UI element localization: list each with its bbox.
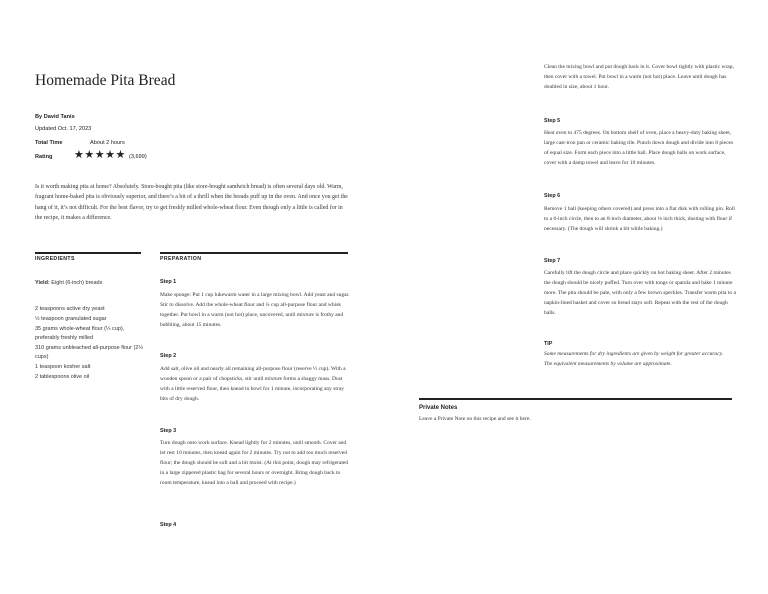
step-6-label: Step 6 xyxy=(544,193,561,199)
step-2-label: Step 2 xyxy=(160,353,177,359)
step-1-label: Step 1 xyxy=(160,279,177,285)
rating-count: (3,699) xyxy=(129,154,147,160)
total-time-label: Total Time xyxy=(35,140,63,146)
notes-rule xyxy=(419,398,732,400)
step-6-text: Remove 1 ball (keeping others covered) and press into a flat disk with rolling pin. Roll to a 6-inch circle, then to an 8-inch diameter, about ⅛ inch thick, dusting with flour if necessary. (The dough will shrink a bit while baking.) xyxy=(544,206,735,232)
step-5-label: Step 5 xyxy=(544,118,561,124)
step-7-label: Step 7 xyxy=(544,258,561,264)
recipe-intro: Is it worth making pita at home? Absolutely. Store-bought pita (like store-bought sandwich bread) is often several days old. Warm, fragrant home-baked pita is obviously superior, and there’s a bit of a thrill when the breads puff up in the oven. And once you get the hang of it, it’s not difficult. For the best flavor, try to get freshly milled whole-wheat flour. Even though only a little is called for in the recipe, it makes a difference. xyxy=(35,184,348,221)
recipe-title: Homemade Pita Bread xyxy=(35,72,176,89)
ingredient-item: 310 grams unbleached all-purpose flour (2½ cups) xyxy=(35,345,143,360)
updated-date: Updated Oct. 17, 2023 xyxy=(35,126,92,132)
step-4-label: Step 4 xyxy=(160,522,177,528)
ingredient-item: 2 teaspoons active dry yeast xyxy=(35,306,105,312)
preparation-rule xyxy=(160,252,348,254)
ingredient-item: 2 tablespoons olive oil xyxy=(35,374,90,381)
step-2-text: Add salt, olive oil and nearly all remaining all-purpose flour (reserve ½ cup). With a wooden spoon or a pair of chopsticks, stir until mixture forms a shaggy mass. Dust with a little reserved flour, then knead in bowl for 1 minute, incorporating any stray bits of dry dough. xyxy=(160,366,346,402)
yield-value: Eight (6-inch) breads xyxy=(49,280,103,286)
step-3-text: Turn dough onto work surface. Knead lightly for 2 minutes, until smooth. Cover and let rest 10 minutes, then knead again for 2 minutes. Try not to add too much reserved flour; the dough should be soft and a bit moist. (At this point, dough may refrigerated in a large zippered plastic bag for several hours or overnight. Bring dough back to room temperature, knead into a ball and proceed with recipe.) xyxy=(160,440,349,486)
author[interactable]: By David Tanis xyxy=(35,114,75,120)
step-4-text: Clean the mixing bowl and put dough back in it. Cover bowl tightly with plastic wrap, then cover with a towel. Put bowl in a warm (not hot) place. Leave until dough has doubled in size, about 1 hour. xyxy=(544,64,734,90)
yield-label: Yield: xyxy=(35,280,50,286)
tip-label: TIP xyxy=(544,341,553,347)
tip-text: Some measurements for dry ingredients are given by weight for greater accuracy. The equivalent measurements by volume are approximate. xyxy=(544,351,724,367)
step-3-label: Step 3 xyxy=(160,428,177,434)
step-5-text: Heat oven to 475 degrees. On bottom shelf of oven, place a heavy-duty baking sheet, large cast-iron pan or ceramic baking tile. Punch down dough and divide into 8 pieces of equal size. Form each piece into a little ball. Place dough balls on work surface, cover with a damp towel and leave for 10 minutes. xyxy=(544,130,734,166)
private-notes-text[interactable]: Leave a Private Note on this recipe and see it here. xyxy=(419,416,531,422)
preparation-heading: PREPARATION xyxy=(160,256,202,262)
total-time-value: About 2 hours xyxy=(90,140,125,146)
ingredient-list xyxy=(35,305,143,382)
step-1-text: Make sponge: Put 1 cup lukewarm water in a large mixing bowl. Add yeast and sugar. Stir to dissolve. Add the whole-wheat flour and ¼ cup all-purpose flour and whisk together. Put bowl in a warm (not hot) place, uncovered, until mixture is frothy and bubbling, about 15 minutes. xyxy=(160,292,350,328)
ingredient-item: 1 teaspoon kosher salt xyxy=(35,363,91,370)
ingredients-heading: INGREDIENTS xyxy=(35,256,75,262)
yield xyxy=(35,279,141,288)
ingredient-item: 35 grams whole-wheat flour (¼ cup), preferably freshly milled xyxy=(35,326,125,341)
private-notes-heading: Private Notes xyxy=(419,405,458,411)
star-rating[interactable]: ★★★★★ xyxy=(74,148,126,161)
step-7-text: Carefully lift the dough circle and place quickly on hot baking sheet. After 2 minutes the dough should be nicely puffed. Turn over with tongs or spatula and bake 1 minute more. The pita should be pale, with only a few brown speckles. Transfer warm pita to a napkin-lined basket and cover so bread stays soft. Repeat with the rest of the dough balls. xyxy=(544,270,736,316)
ingredient-item: ½ teaspoon granulated sugar xyxy=(35,316,107,323)
ingredients-rule xyxy=(35,252,141,254)
rating-label: Rating xyxy=(35,154,53,160)
